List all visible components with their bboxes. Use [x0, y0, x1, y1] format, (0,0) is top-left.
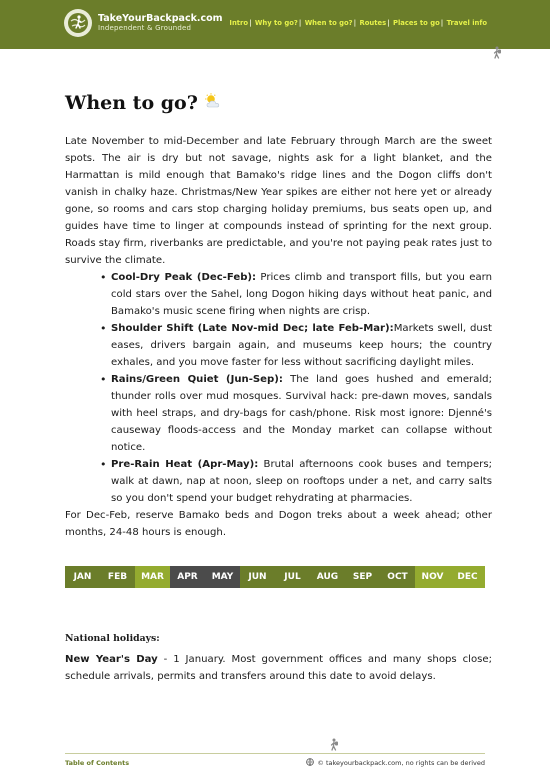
booking-note: For Dec-Feb, reserve Bamako beds and Dogon treks about a week ahead; other months, 24-48 hours is enough. — [65, 510, 492, 538]
list-item — [111, 320, 492, 371]
season-text: Markets swell, dust eases, drivers bargain again, and museums keep hours; the country exhales, and you move faster for less without sacrificing daylight miles. — [111, 323, 493, 368]
month-strip — [65, 566, 485, 588]
globe-icon — [306, 758, 314, 768]
nav-link-places-to-go[interactable]: Places to go — [392, 19, 440, 27]
month-cell-feb: FEB — [100, 566, 135, 588]
month-cell-nov: NOV — [415, 566, 450, 588]
month-cell-sep: SEP — [345, 566, 380, 588]
month-cell-mar: MAR — [135, 566, 170, 588]
holiday-description: - 1 January. Most government offices and many shops close; schedule arrivals, permits and transfers around this date to avoid delays. — [65, 654, 492, 682]
month-cell-jun: JUN — [240, 566, 275, 588]
nav-link-why-to-go[interactable]: Why to go? — [254, 19, 298, 27]
list-item — [111, 456, 492, 507]
hiker-icon — [492, 44, 503, 63]
month-cell-jul: JUL — [275, 566, 310, 588]
list-item — [111, 269, 492, 320]
holiday-name: New Year's Day — [65, 654, 158, 665]
month-cell-may: MAY — [205, 566, 240, 588]
season-list — [65, 269, 492, 507]
globe-hiker-icon — [64, 9, 92, 37]
brand-logo[interactable] — [64, 9, 223, 37]
season-text: Brutal afternoons cook buses and tempers; walk at dawn, nap at noon, sleep on rooftops under a net, and carry salts so you don't spend your budget rehydrating at pharmacies. — [111, 459, 492, 504]
season-text: The land goes hushed and emerald; thunder rolls over mud mosques. Survival hack: pre-dawn moves, sandals with heel straps, and dry-bags for cash/phone. Risk most ignore: Djenné's causeway floods-access and the Monday market can collapse without notice. — [111, 374, 492, 453]
month-cell-jan: JAN — [65, 566, 100, 588]
footer-copyright — [306, 758, 485, 768]
table-of-contents-link[interactable]: Table of Contents — [65, 759, 130, 767]
month-cell-aug: AUG — [310, 566, 345, 588]
intro-paragraph: Late November to mid-December and late February through March are the sweet spots. The air is dry but not savage, nights ask for a light blanket, and the Harmattan is mild enough that Bamako's ridge lines and the Dogon cliffs don't vanish in chalky haze. Christmas/New Year spikes are either not here yet or already gone, so rooms and cars stop charging holiday premiums, bus seats open up, and guides have time to linger at compounds instead of sprinting for the next group. Roads stay firm, riverbanks are predictable, and you're not paying peak rates just to survive the climate. — [65, 136, 492, 266]
season-label: Cool-Dry Peak (Dec-Feb): — [111, 272, 257, 283]
site-header — [0, 0, 550, 49]
list-item — [111, 371, 492, 456]
month-cell-apr: APR — [170, 566, 205, 588]
main-content — [65, 133, 492, 541]
holiday-item — [65, 651, 492, 685]
month-cell-dec: DEC — [450, 566, 485, 588]
month-cell-oct: OCT — [380, 566, 415, 588]
sun-behind-cloud-icon — [204, 93, 222, 113]
nav-link-intro[interactable]: Intro — [229, 19, 249, 27]
season-label: Rains/Green Quiet (Jun-Sep): — [111, 374, 283, 385]
brand-tagline: Independent & Grounded — [98, 24, 192, 32]
copyright-text: © takeyourbackpack.com, no rights can be derived — [317, 759, 485, 767]
nav-link-when-to-go[interactable]: When to go? — [304, 19, 353, 27]
holidays-heading: National holidays: — [65, 633, 160, 644]
season-label: Pre-Rain Heat (Apr-May): — [111, 459, 259, 470]
season-label: Shoulder Shift (Late Nov-mid Dec; late Feb-Mar): — [111, 323, 394, 334]
page-title: When to go? — [65, 92, 198, 114]
top-nav: Intro| Why to go?| When to go?| Routes| Places to go| Travel info — [229, 19, 487, 27]
footer-divider — [65, 753, 485, 754]
nav-link-travel-info[interactable]: Travel info — [446, 19, 487, 27]
brand-name: TakeYourBackpack.com — [98, 13, 223, 24]
season-text: Prices climb and transport fills, but you earn cold stars over the Sahel, long Dogon hiking days without heat panic, and Bamako's music scene firing when nights are crisp. — [111, 272, 493, 317]
nav-link-routes[interactable]: Routes — [359, 19, 387, 27]
